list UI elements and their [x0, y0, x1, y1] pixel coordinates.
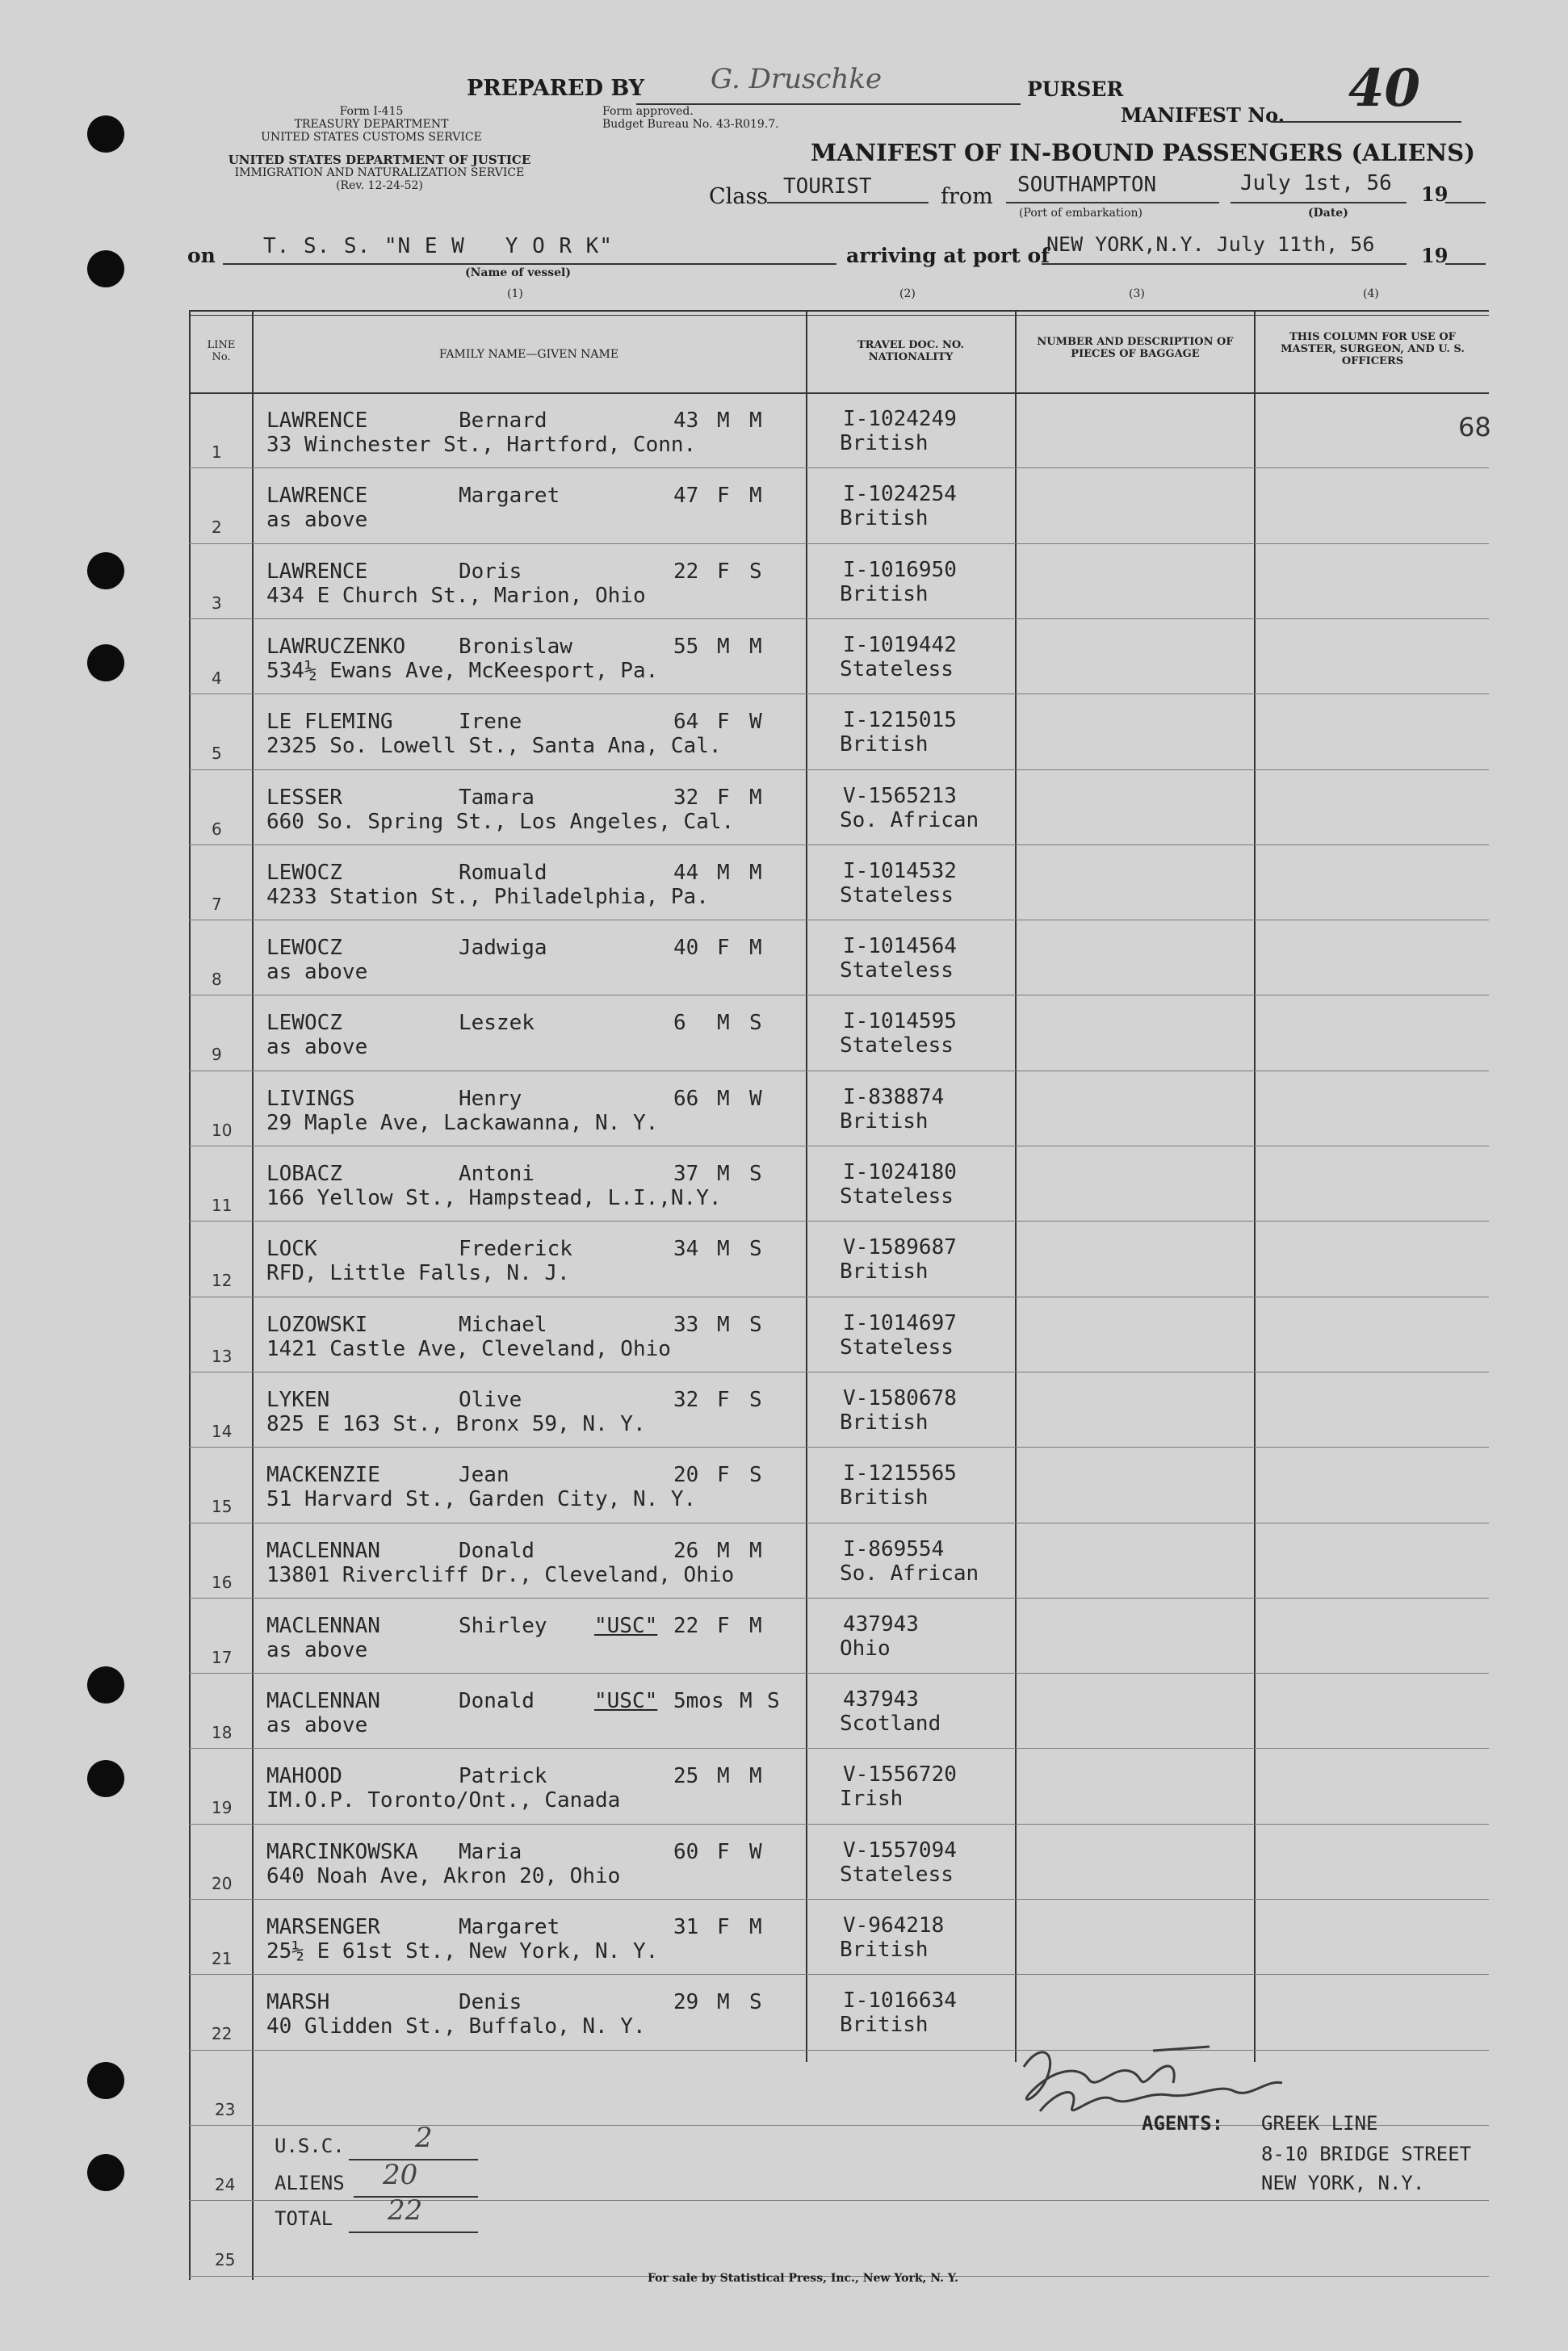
nationality: British — [840, 1109, 929, 1134]
age: 64 — [673, 710, 699, 734]
age: 29 — [673, 1990, 699, 2014]
family-name: LEWOCZ — [266, 861, 342, 885]
class-underline — [767, 202, 929, 203]
family-name: LEWOCZ — [266, 936, 342, 960]
nationality: British — [840, 732, 929, 756]
address: 40 Glidden St., Buffalo, N. Y. — [266, 2014, 646, 2039]
sex: M — [717, 635, 730, 659]
family-name: LOZOWSKI — [266, 1313, 368, 1337]
line-number: 15 — [212, 1497, 233, 1516]
age: 55 — [673, 635, 699, 659]
table-row — [0, 1146, 1568, 1220]
address: 640 Noah Ave, Akron 20, Ohio — [266, 1864, 621, 1888]
usc-marker: "USC" — [594, 1689, 658, 1713]
age: 22 — [673, 1614, 699, 1638]
travel-doc-number: I-1024254 — [843, 482, 957, 506]
given-name: Donald — [459, 1539, 535, 1563]
given-name: Margaret — [459, 484, 560, 508]
line-number: 23 — [215, 2100, 236, 2119]
age: 44 — [673, 861, 699, 885]
manifest-number: 40 — [1348, 58, 1421, 119]
travel-doc-number: I-869554 — [843, 1537, 945, 1561]
punch-hole — [87, 115, 124, 153]
manifest-no-label: MANIFEST No. — [1121, 103, 1285, 127]
line-number: 11 — [212, 1196, 233, 1215]
embarkation-date: July 1st, 56 — [1240, 171, 1392, 195]
nationality: Stateless — [840, 1184, 954, 1209]
given-name: Patrick — [459, 1764, 547, 1788]
sex: M — [717, 1237, 730, 1261]
travel-doc-number: I-1215015 — [843, 708, 957, 732]
marital-status: S — [749, 1463, 762, 1487]
sex: F — [717, 559, 730, 584]
given-name: Donald — [459, 1689, 535, 1713]
year-underline — [1445, 202, 1486, 203]
manifest-no-underline — [1271, 121, 1461, 123]
date-caption: (Date) — [1308, 207, 1348, 220]
given-name: Leszek — [459, 1011, 535, 1035]
table-row — [0, 1748, 1568, 1822]
family-name: MACKENZIE — [266, 1463, 380, 1487]
family-name: LYKEN — [266, 1388, 330, 1412]
aliens-count: 20 — [383, 2159, 418, 2191]
nationality: Stateless — [840, 657, 954, 681]
travel-doc-number: I-1014697 — [843, 1311, 957, 1335]
nationality: British — [840, 582, 929, 606]
address: 29 Maple Ave, Lackawanna, N. Y. — [266, 1111, 659, 1135]
line-number: 13 — [212, 1347, 233, 1366]
family-name: MARSENGER — [266, 1915, 380, 1939]
sex: M — [717, 1011, 730, 1035]
sex: F — [717, 1388, 730, 1412]
family-name: LOCK — [266, 1237, 317, 1261]
marital-status: W — [749, 710, 762, 734]
sex: M — [717, 1162, 730, 1186]
column-number-1: (1) — [507, 287, 523, 300]
age: 31 — [673, 1915, 699, 1939]
sex: M — [717, 1539, 730, 1563]
port-embark-caption: (Port of embarkation) — [1019, 207, 1142, 220]
line-number: 19 — [212, 1798, 233, 1817]
sex: F — [717, 484, 730, 508]
table-row — [0, 694, 1568, 768]
marital-status: M — [749, 1764, 762, 1788]
address: 2325 So. Lowell St., Santa Ana, Cal. — [266, 734, 722, 758]
from-label: from — [941, 184, 993, 209]
address: 13801 Rivercliff Dr., Cleveland, Ohio — [266, 1563, 735, 1587]
table-row — [0, 1447, 1568, 1521]
line-number: 8 — [212, 970, 222, 989]
nationality: Stateless — [840, 1033, 954, 1058]
table-row — [0, 1221, 1568, 1295]
sex: M — [740, 1689, 753, 1713]
column-number-3: (3) — [1129, 287, 1145, 300]
nationality: British — [840, 1410, 929, 1435]
address: as above — [266, 508, 368, 532]
marital-status: S — [749, 1237, 762, 1261]
age: 26 — [673, 1539, 699, 1563]
table-row — [0, 1824, 1568, 1898]
marital-status: M — [749, 1915, 762, 1939]
given-name: Doris — [459, 559, 522, 584]
address: as above — [266, 1638, 368, 1662]
nationality: So. African — [840, 808, 979, 832]
line-number: 21 — [212, 1949, 233, 1968]
table-top-border — [189, 310, 1489, 312]
footer-printer: For sale by Statistical Press, Inc., New York, N. Y. — [648, 2272, 958, 2285]
sex: F — [717, 1614, 730, 1638]
travel-doc-number: V-1556720 — [843, 1762, 957, 1787]
line-number: 3 — [212, 593, 222, 613]
sex: F — [717, 1840, 730, 1864]
address: 166 Yellow St., Hampstead, L.I.,N.Y. — [266, 1186, 722, 1210]
officer-note: 68 — [1458, 412, 1491, 442]
address: 25½ E 61st St., New York, N. Y. — [266, 1939, 659, 1963]
nationality: British — [840, 2013, 929, 2037]
age: 40 — [673, 936, 699, 960]
marital-status: S — [749, 1990, 762, 2014]
address: 4233 Station St., Philadelphia, Pa. — [266, 885, 709, 909]
travel-doc-number: 437943 — [843, 1612, 919, 1636]
age: 20 — [673, 1463, 699, 1487]
line-number: 14 — [212, 1422, 233, 1441]
given-name: Maria — [459, 1840, 522, 1864]
line-number: 25 — [215, 2250, 236, 2269]
nationality: Stateless — [840, 1863, 954, 1887]
family-name: MAHOOD — [266, 1764, 342, 1788]
sex: M — [717, 1990, 730, 2014]
line-number: 22 — [212, 2024, 233, 2043]
family-name: LESSER — [266, 786, 342, 810]
age: 22 — [673, 559, 699, 584]
family-name: LE FLEMING — [266, 710, 393, 734]
marital-status: M — [749, 786, 762, 810]
age: 5mos — [673, 1689, 724, 1713]
total-underline — [349, 2232, 478, 2233]
nationality: British — [840, 1938, 929, 1962]
age: 43 — [673, 409, 699, 433]
nationality: British — [840, 506, 929, 530]
table-row — [0, 1071, 1568, 1145]
year-prefix-2: 19 — [1421, 244, 1449, 267]
given-name: Olive — [459, 1388, 522, 1412]
address: as above — [266, 1713, 368, 1737]
given-name: Bernard — [459, 409, 547, 433]
given-name: Jadwiga — [459, 936, 547, 960]
usc-label: U.S.C. — [275, 2135, 345, 2157]
marital-status: S — [749, 1313, 762, 1337]
line-number: 12 — [212, 1271, 233, 1290]
row-divider — [189, 2200, 1489, 2201]
date-underline — [1231, 202, 1407, 203]
age: 6 — [673, 1011, 686, 1035]
sex: F — [717, 786, 730, 810]
given-name: Antoni — [459, 1162, 535, 1186]
travel-doc-number: I-1016950 — [843, 558, 957, 582]
given-name: Denis — [459, 1990, 522, 2014]
line-number: 24 — [215, 2175, 236, 2194]
line-number: 20 — [212, 1874, 233, 1893]
age: 37 — [673, 1162, 699, 1186]
table-row — [0, 543, 1568, 618]
age: 25 — [673, 1764, 699, 1788]
usc-count: 2 — [415, 2122, 433, 2154]
family-name: LAWRENCE — [266, 484, 368, 508]
family-name: LAWRUCZENKO — [266, 635, 406, 659]
line-number: 16 — [212, 1573, 233, 1592]
sex: M — [717, 1764, 730, 1788]
travel-doc-number: I-1016634 — [843, 1989, 957, 2013]
given-name: Romuald — [459, 861, 547, 885]
age: 47 — [673, 484, 699, 508]
family-name: LEWOCZ — [266, 1011, 342, 1035]
manifest-title: MANIFEST OF IN-BOUND PASSENGERS (ALIENS) — [811, 139, 1475, 166]
family-name: MACLENNAN — [266, 1539, 380, 1563]
table-row — [0, 1673, 1568, 1747]
age: 32 — [673, 786, 699, 810]
table-row — [0, 769, 1568, 844]
travel-doc-number: I-1215565 — [843, 1461, 957, 1486]
year-prefix: 19 — [1421, 182, 1449, 206]
marital-status: M — [749, 484, 762, 508]
marital-status: M — [749, 936, 762, 960]
table-top-border-inner — [189, 315, 1489, 316]
address: 660 So. Spring St., Los Angeles, Cal. — [266, 810, 735, 834]
vessel-caption: (Name of vessel) — [465, 266, 571, 279]
marital-status: S — [749, 559, 762, 584]
given-name: Henry — [459, 1087, 522, 1111]
age: 33 — [673, 1313, 699, 1337]
given-name: Bronislaw — [459, 635, 572, 659]
marital-status: W — [749, 1840, 762, 1864]
travel-doc-number: I-1014564 — [843, 934, 957, 958]
marital-status: M — [749, 1539, 762, 1563]
table-row — [0, 920, 1568, 994]
col-head-name: FAMILY NAME—GIVEN NAME — [438, 348, 619, 361]
line-number: 18 — [212, 1723, 233, 1742]
address: 434 E Church St., Marion, Ohio — [266, 584, 646, 608]
punch-hole — [87, 250, 124, 287]
nationality: British — [840, 1259, 929, 1284]
vessel-name: T. S. S. "N E W Y O R K" — [263, 234, 613, 258]
family-name: MACLENNAN — [266, 1689, 380, 1713]
travel-doc-number: V-1557094 — [843, 1838, 957, 1863]
table-row — [0, 844, 1568, 919]
sex: M — [717, 1313, 730, 1337]
vessel-underline — [223, 263, 836, 265]
address: 1421 Castle Ave, Cleveland, Ohio — [266, 1337, 671, 1361]
on-label: on — [187, 244, 216, 267]
line-number: 4 — [212, 668, 222, 688]
treasury-block: Form I-415 TREASURY DEPARTMENT UNITED STATES CUSTOMS SERVICE — [261, 105, 482, 144]
column-number-2: (2) — [899, 287, 916, 300]
table-row — [0, 1297, 1568, 1371]
marital-status: M — [749, 861, 762, 885]
col-head-travel-doc: TRAVEL DOC. NO. NATIONALITY — [857, 339, 965, 363]
family-name: LAWRENCE — [266, 409, 368, 433]
nationality: Stateless — [840, 1335, 954, 1360]
year-underline-2 — [1445, 263, 1486, 265]
col-head-officers: THIS COLUMN FOR USE OF MASTER, SURGEON, AND U. S. OFFICERS — [1281, 331, 1465, 367]
agent-signature — [1008, 2035, 1379, 2123]
travel-doc-number: I-1024249 — [843, 407, 957, 431]
given-name: Margaret — [459, 1915, 560, 1939]
table-row — [0, 467, 1568, 542]
travel-doc-number: V-1589687 — [843, 1235, 957, 1259]
marital-status: S — [749, 1011, 762, 1035]
age: 66 — [673, 1087, 699, 1111]
travel-doc-number: I-1019442 — [843, 633, 957, 657]
aliens-label: ALIENS — [275, 2172, 345, 2194]
marital-status: S — [767, 1689, 780, 1713]
family-name: LIVINGS — [266, 1087, 355, 1111]
address: as above — [266, 960, 368, 984]
family-name: LAWRENCE — [266, 559, 368, 584]
given-name: Shirley — [459, 1614, 547, 1638]
line-number: 10 — [212, 1121, 233, 1140]
given-name: Frederick — [459, 1237, 572, 1261]
address: 534½ Ewans Ave, McKeesport, Pa. — [266, 659, 659, 683]
prepared-by-signature: G. Druschke — [711, 63, 883, 95]
address: 33 Winchester St., Hartford, Conn. — [266, 433, 697, 457]
table-row — [0, 1899, 1568, 1973]
marital-status: S — [749, 1388, 762, 1412]
travel-doc-number: I-1014595 — [843, 1009, 957, 1033]
justice-block: UNITED STATES DEPARTMENT OF JUSTICE IMMIGRATION AND NATURALIZATION SERVICE (Rev. 12-24-52) — [228, 153, 531, 192]
nationality: Ohio — [840, 1636, 891, 1661]
col-head-baggage: NUMBER AND DESCRIPTION OF PIECES OF BAGGAGE — [1037, 336, 1234, 360]
from-underline — [1006, 202, 1219, 203]
line-number: 9 — [212, 1045, 222, 1064]
agents-label: AGENTS: — [1142, 2112, 1224, 2135]
agents-line-2: 8-10 BRIDGE STREET — [1261, 2143, 1472, 2165]
sex: M — [717, 409, 730, 433]
given-name: Tamara — [459, 786, 535, 810]
given-name: Jean — [459, 1463, 509, 1487]
travel-doc-number: I-1024180 — [843, 1160, 957, 1184]
family-name: MARCINKOWSKA — [266, 1840, 418, 1864]
table-row — [0, 392, 1568, 467]
arrival-underline — [1042, 263, 1407, 265]
sex: M — [717, 1087, 730, 1111]
agents-line-3: NEW YORK, N.Y. — [1261, 2172, 1425, 2194]
agents-line-1: GREEK LINE — [1261, 2112, 1378, 2135]
col-head-line-no: LINE No. — [207, 339, 236, 363]
travel-doc-number: V-964218 — [843, 1913, 945, 1938]
age: 34 — [673, 1237, 699, 1261]
punch-hole — [87, 2154, 124, 2191]
sex: F — [717, 936, 730, 960]
nationality: Scotland — [840, 1712, 941, 1736]
arriving-label: arriving at port of — [846, 244, 1050, 267]
nationality: Irish — [840, 1787, 903, 1811]
table-row — [0, 995, 1568, 1069]
punch-hole — [87, 2062, 124, 2099]
address: 825 E 163 St., Bronx 59, N. Y. — [266, 1412, 646, 1436]
nationality: British — [840, 1486, 929, 1510]
sex: F — [717, 1915, 730, 1939]
given-name: Irene — [459, 710, 522, 734]
address: RFD, Little Falls, N. J. — [266, 1261, 570, 1285]
address: IM.O.P. Toronto/Ont., Canada — [266, 1788, 621, 1812]
family-name: MARSH — [266, 1990, 330, 2014]
marital-status: M — [749, 1614, 762, 1638]
form-approved-block: Form approved. Budget Bureau No. 43-R019.7. — [602, 105, 779, 131]
address: as above — [266, 1035, 368, 1059]
line-number: 17 — [212, 1648, 233, 1667]
line-number: 7 — [212, 895, 222, 914]
purser-label: PURSER — [1027, 78, 1124, 101]
sex: F — [717, 710, 730, 734]
nationality: Stateless — [840, 958, 954, 983]
class-label: Class — [709, 184, 769, 209]
table-row — [0, 1523, 1568, 1597]
total-count: 22 — [388, 2194, 423, 2227]
usc-marker: "USC" — [594, 1614, 658, 1638]
total-label: TOTAL — [275, 2207, 333, 2230]
age: 60 — [673, 1840, 699, 1864]
travel-doc-number: V-1580678 — [843, 1386, 957, 1410]
given-name: Michael — [459, 1313, 547, 1337]
travel-doc-number: I-838874 — [843, 1085, 945, 1109]
travel-doc-number: V-1565213 — [843, 784, 957, 808]
arrival-port-date: NEW YORK,N.Y. July 11th, 56 — [1046, 233, 1375, 256]
family-name: MACLENNAN — [266, 1614, 380, 1638]
marital-status: M — [749, 635, 762, 659]
line-number: 2 — [212, 518, 222, 537]
family-name: LOBACZ — [266, 1162, 342, 1186]
port-of-embarkation: SOUTHAMPTON — [1017, 173, 1157, 197]
table-row — [0, 1372, 1568, 1446]
travel-doc-number: I-1014532 — [843, 859, 957, 883]
nationality: So. African — [840, 1561, 979, 1586]
prepared-by-label: PREPARED BY — [467, 76, 645, 101]
address: 51 Harvard St., Garden City, N. Y. — [266, 1487, 697, 1511]
line-number: 6 — [212, 819, 222, 839]
table-row — [0, 618, 1568, 693]
nationality: Stateless — [840, 883, 954, 907]
table-row — [0, 1598, 1568, 1672]
class-value: TOURIST — [783, 174, 872, 199]
sex: F — [717, 1463, 730, 1487]
marital-status: S — [749, 1162, 762, 1186]
marital-status: M — [749, 409, 762, 433]
travel-doc-number: 437943 — [843, 1687, 919, 1712]
marital-status: W — [749, 1087, 762, 1111]
line-number: 5 — [212, 744, 222, 763]
column-number-4: (4) — [1363, 287, 1379, 300]
nationality: British — [840, 431, 929, 455]
line-number: 1 — [212, 442, 222, 462]
sex: M — [717, 861, 730, 885]
age: 32 — [673, 1388, 699, 1412]
